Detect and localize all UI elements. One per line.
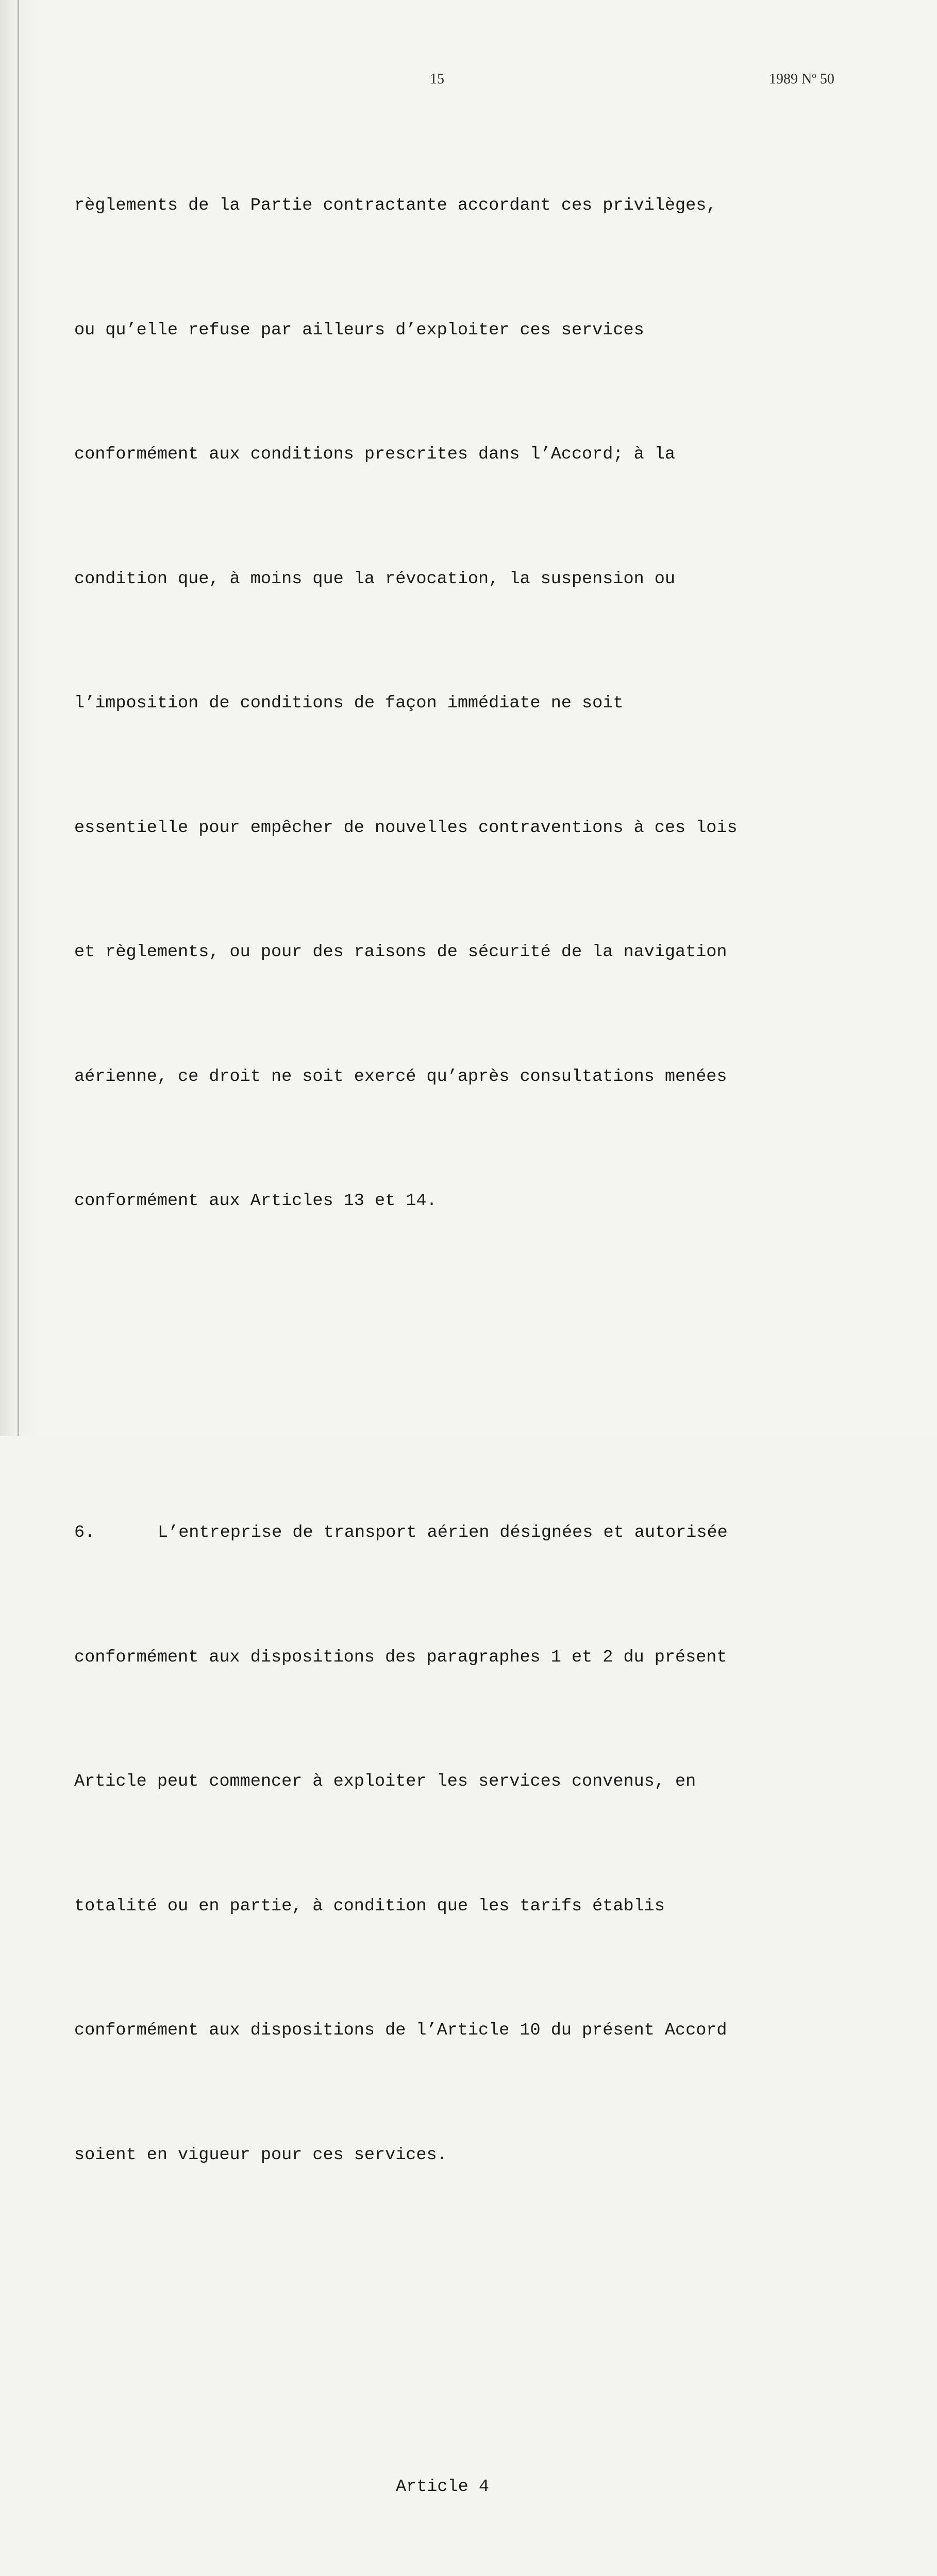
article-heading: Article 4 — [396, 2477, 489, 2497]
text-line: conformément aux Articles 13 et 14. — [74, 1191, 437, 1211]
page-header — [0, 71, 937, 92]
binding-edge — [18, 0, 19, 1436]
text-line: conformément aux dispositions des paragraphes 1 et 2 du présent — [74, 1647, 727, 1667]
text-line: essentielle pour empêcher de nouvelles contraventions à ces lois — [74, 818, 738, 838]
text-line: L’entreprise de transport aérien désignées et autorisée — [158, 1523, 728, 1543]
body-text — [74, 102, 878, 2576]
text-line: conformément aux conditions prescrites dans l’Accord; à la — [74, 445, 675, 464]
page-number: 15 — [430, 71, 444, 87]
text-line: l’imposition de conditions de façon immédiate ne soit — [74, 693, 624, 713]
text-line: soient en vigueur pour ces services. — [74, 2145, 447, 2165]
spacer — [74, 2300, 878, 2342]
text-line: Article peut commencer à exploiter les services convenus, en — [74, 1772, 696, 1791]
text-line: conformément aux dispositions de l’Article 10 du présent Accord — [74, 2021, 727, 2040]
spacer — [74, 1346, 878, 1388]
text-line: totalité ou en partie, à condition que les tarifs établis — [74, 1896, 665, 1916]
paragraph-6-first-line — [74, 1512, 878, 1554]
text-line: et règlements, ou pour des raisons de sécurité de la navigation — [74, 942, 727, 962]
text-line: règlements de la Partie contractante accordant ces privilèges, — [74, 196, 717, 215]
text-line: ou qu’elle refuse par ailleurs d’exploiter ces services — [74, 320, 644, 340]
journal-reference: 1989 Nº 50 — [769, 71, 834, 87]
paragraph-number: 6. — [74, 1523, 95, 1543]
text-line: aérienne, ce droit ne soit exercé qu’après consultations menées — [74, 1066, 727, 1087]
text-line: condition que, à moins que la révocation, la suspension ou — [74, 569, 675, 589]
